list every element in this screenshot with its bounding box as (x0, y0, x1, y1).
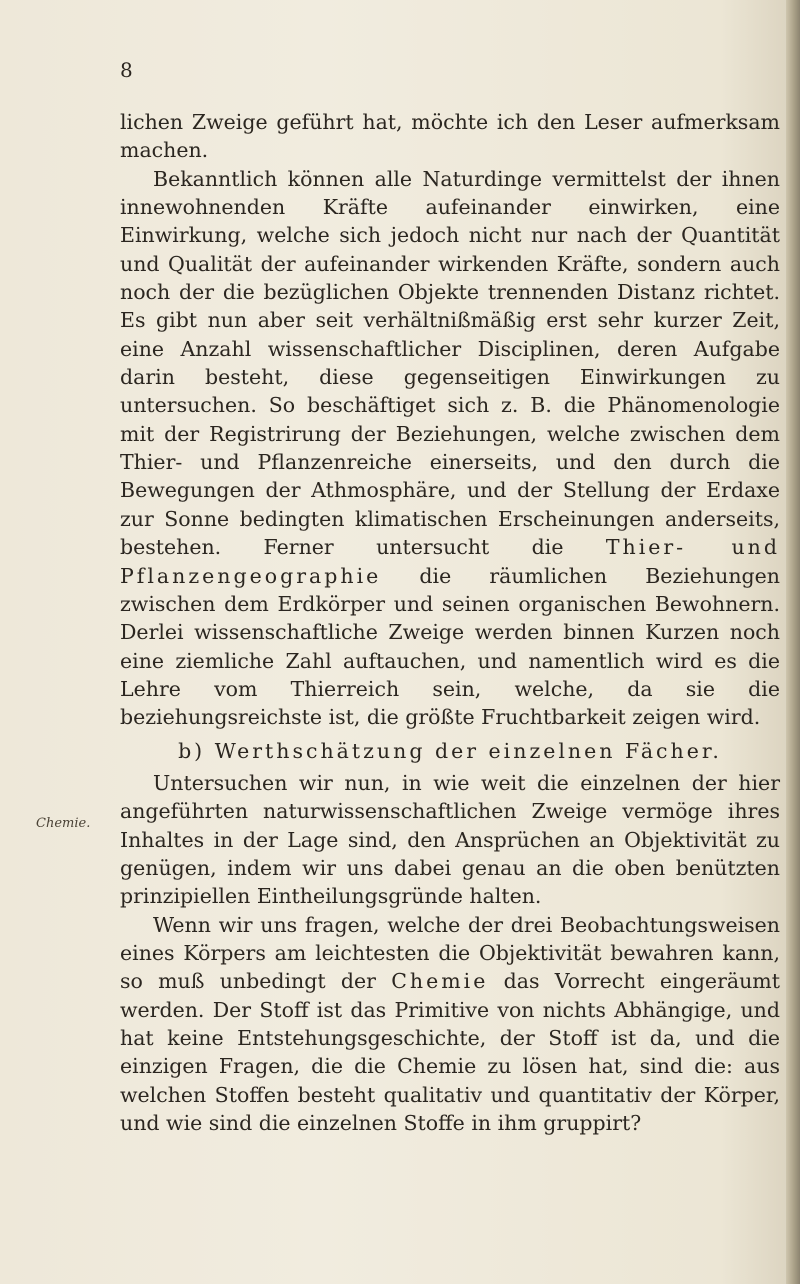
paragraph-objectivity: Untersuchen wir nun, in wie weit die einzelnen der hier angeführten naturwissenschaftlichen Zweige vermöge ihres Inhaltes in der Lage sind, den Ansprüchen an Objektivität zu genügen, indem wir uns dabei genau an die oben benützten prinzipiellen Eintheilungsgründe halten. (120, 770, 780, 909)
section-heading-text: b) Werthschätzung der einzelnen Fächer. (178, 738, 722, 763)
paragraph-natural-forces-tail: die räumlichen Beziehungen zwischen dem Erdkörper und seinen organischen Bewohnern. Derlei wissenschaftliche Zweige werden binnen Kurzen noch eine ziemliche Zahl auftauchen, und namentlich wird es die Lehre vom Thierreich sein, welche, da sie die beziehungsreichste ist, die größte Fruchtbarkeit zeigen wird. (120, 563, 780, 730)
page-edge-shadow (786, 0, 800, 1284)
body-text (120, 108, 780, 1137)
term-geography: Thier- und Pflanzengeographie (120, 535, 780, 588)
term-chemistry: Chemie (391, 969, 489, 994)
paragraph-continuation: lichen Zweige geführt hat, möchte ich den Leser aufmerksam machen. (120, 110, 780, 163)
section-heading (120, 737, 780, 765)
paragraph-chemistry-tail: das Vorrecht eingeräumt werden. Der Stoff ist das Primitive von nichts Abhängige, und hat keine Entstehungsgeschichte, der Stoff ist da, und die einzigen Fragen, die die Chemie zu lösen hat, sind die: aus welchen Stoffen besteht qualitativ und quantitativ der Körper, und wie sind die einzelnen Stoffe in ihm gruppirt? (120, 969, 780, 1136)
paragraph-natural-forces (120, 165, 780, 732)
paragraph-natural-forces-text: Bekanntlich können alle Naturdinge vermittelst der ihnen innewohnenden Kräfte aufeinander einwirken, eine Einwirkung, welche sich jedoch nicht nur nach der Quantität und Qualität der aufeinander wirkenden Kräfte, sondern auch noch der die bezüglichen Objekte trennenden Distanz richtet. Es gibt nun aber seit verhältnißmäßig erst sehr kurzer Zeit, eine Anzahl wissenschaftlicher Disciplinen, deren Aufgabe darin besteht, diese gegenseitigen Einwirkungen zu untersuchen. So beschäftiget sich z. B. die Phänomenologie mit der Registrirung der Beziehungen, welche zwischen dem Thier- und Pflanzenreiche einerseits, und den durch die Bewegungen der Athmosphäre, und der Stellung der Erdaxe zur Sonne bedingten klimatischen Erscheinungen anderseits, bestehen. Ferner untersucht die (120, 166, 780, 560)
margin-note: Chemie. (36, 816, 91, 831)
paragraph-chemistry-text: Wenn wir uns fragen, welche der drei Beobachtungsweisen eines Körpers am leichtesten die Objektivität bewahren kann, so muß unbedingt der (120, 912, 780, 994)
paragraph-chemistry (120, 911, 780, 1138)
page-number: 8 (120, 58, 134, 82)
